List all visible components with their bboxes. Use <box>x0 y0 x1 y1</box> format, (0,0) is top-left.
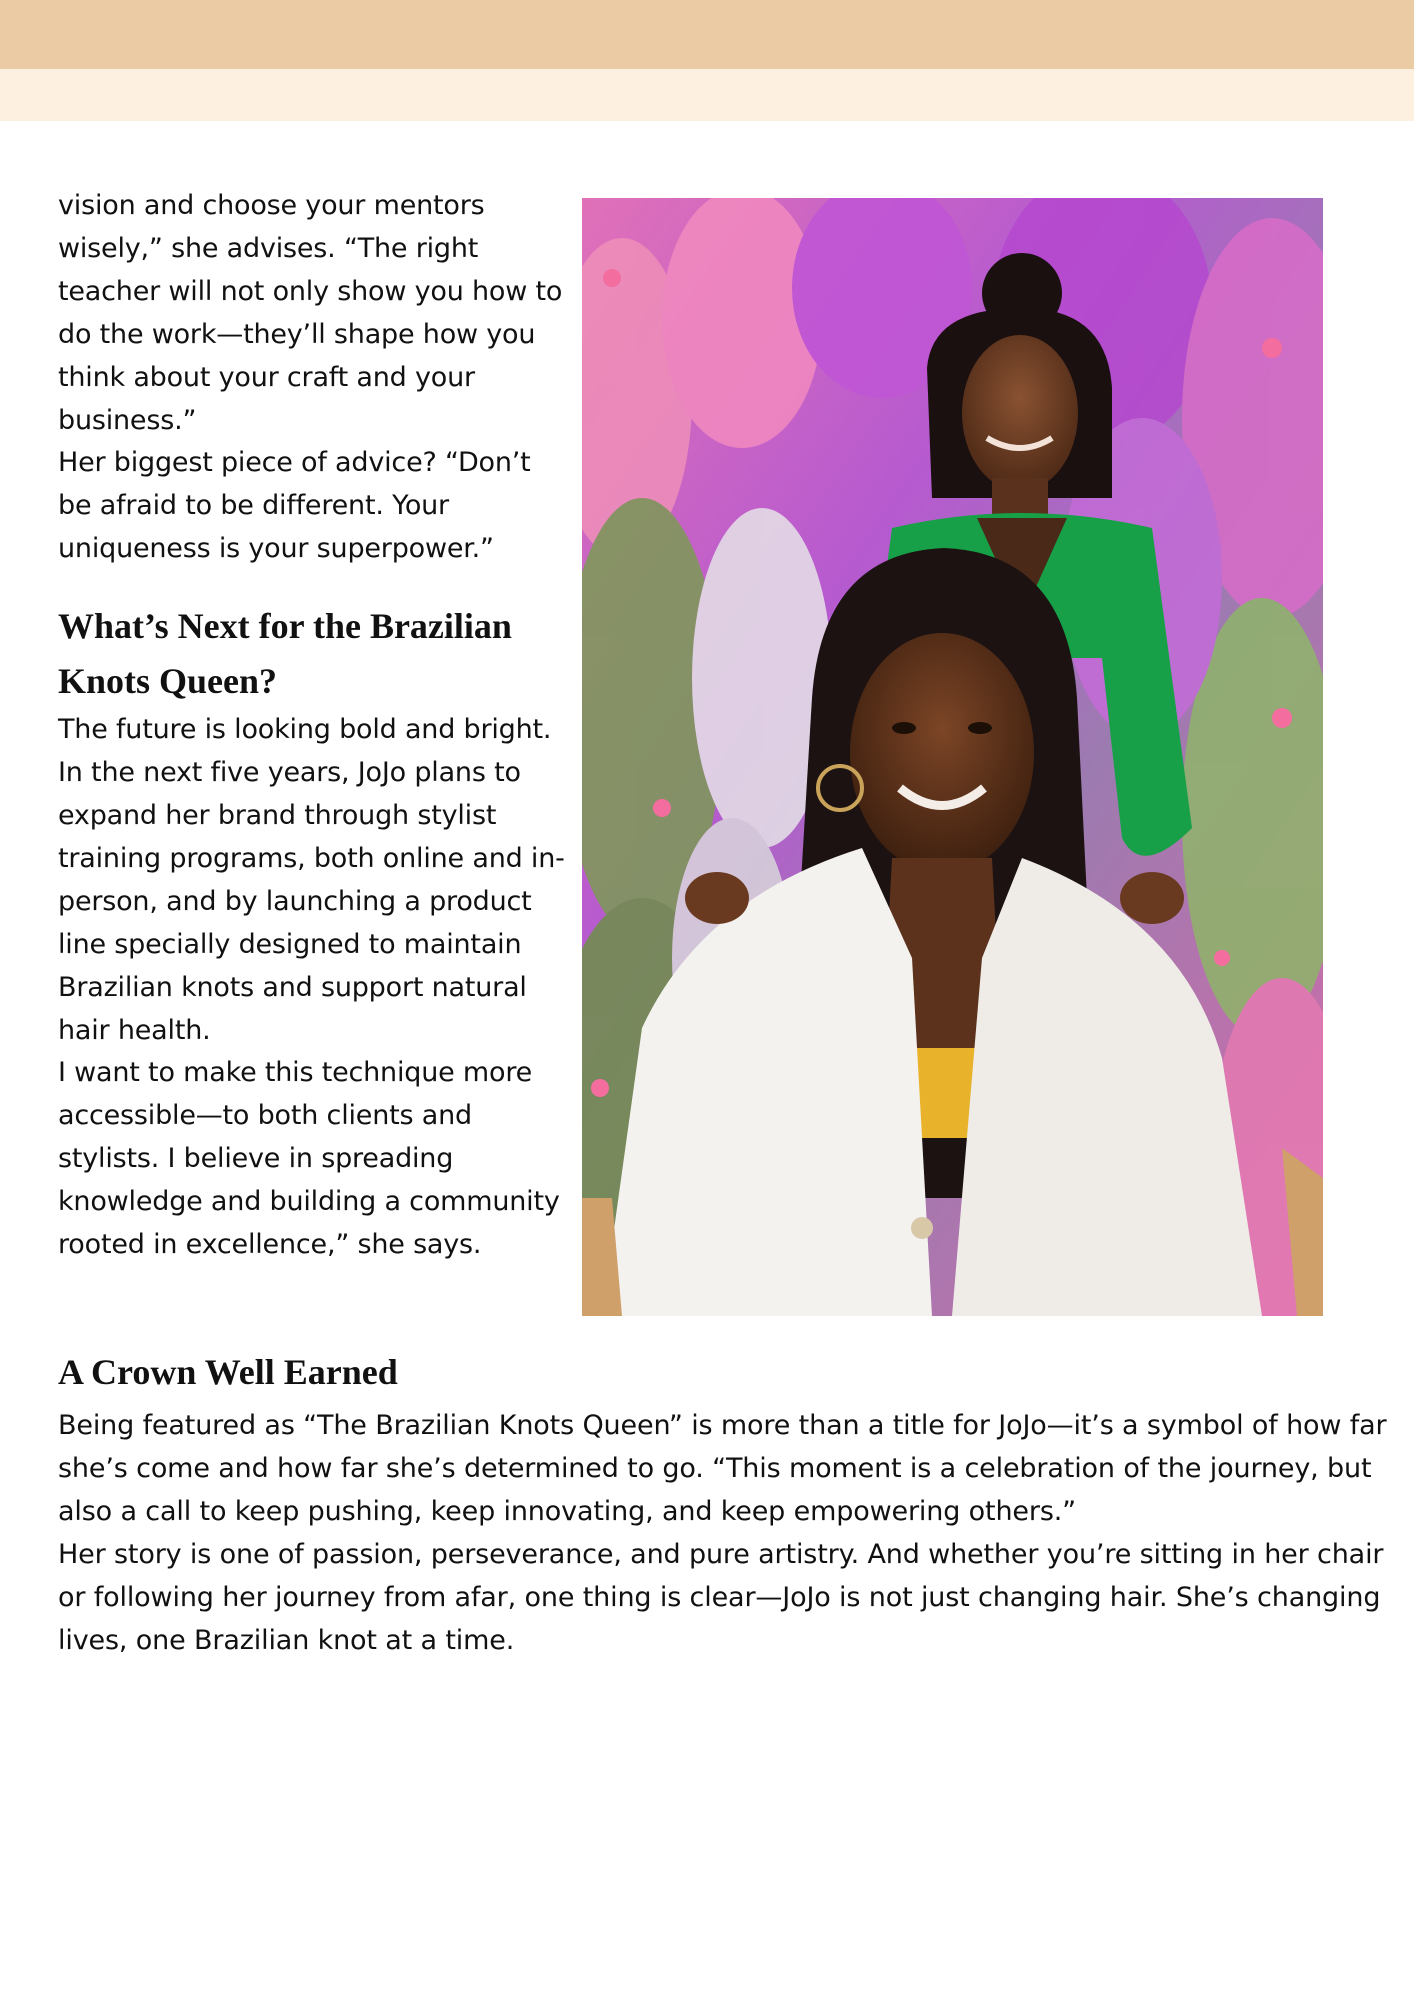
portrait-photo <box>582 198 1323 1316</box>
paragraph-featured: Being featured as “The Brazilian Knots Queen” is more than a title for JoJo—it’s a symbol of how far she’s come and how far she’s determined to go. “This moment is a celebration of the journey, but also a call to keep pushing, keep innovating, and keep empowering others.” <box>58 1410 1387 1527</box>
heading-crown: A Crown Well Earned <box>58 1352 398 1392</box>
paragraph-future: The future is looking bold and bright. In the next five years, JoJo plans to expand her brand through stylist training programs, both online and in-person, and by launching a product line specially designed to maintain Brazilian knots and support natural hair health. <box>58 714 565 1046</box>
portrait-illustration <box>582 198 1323 1316</box>
left-column <box>58 185 568 1267</box>
paragraph-mentors: vision and choose your mentors wisely,” she advises. “The right teacher will not only show you how to do the work—they’ll shape how you think about your craft and your business.” <box>58 190 563 436</box>
crown-section <box>58 1405 1388 1662</box>
paragraph-quote: I want to make this technique more accessible—to both clients and stylists. I believe in spreading knowledge and building a community rooted in excellence,” she says. <box>58 1057 560 1261</box>
paragraph-story: Her story is one of passion, perseverance, and pure artistry. And whether you’re sitting in her chair or following her journey from afar, one thing is clear—JoJo is not just changing hair. She’s changing lives, one Brazilian knot at a time. <box>58 1538 1384 1656</box>
paragraph-advice: Her biggest piece of advice? “Don’t be afraid to be different. Your uniqueness is your superpower.” <box>58 447 531 565</box>
header-band <box>0 0 1414 69</box>
header-subband <box>0 69 1414 121</box>
heading-whats-next: What’s Next for the Brazilian Knots Queen? <box>58 606 512 702</box>
